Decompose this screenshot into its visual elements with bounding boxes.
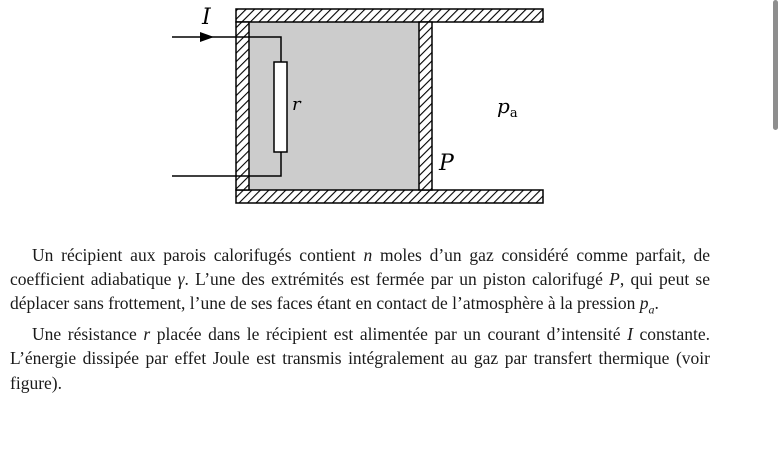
text-run: parfait, de coefficient adiabatique <box>10 245 710 290</box>
math-symbol: I <box>627 324 633 345</box>
scrollbar-thumb[interactable] <box>773 0 778 130</box>
piston <box>419 22 432 190</box>
text-run: calorifugé <box>531 269 610 290</box>
text-run: placée dans le récipient est alimentée par un courant d’intensité <box>150 324 621 345</box>
text-run: Une résistance <box>32 324 144 345</box>
text-run: moles d’un gaz considéré comme <box>372 245 628 265</box>
top-wall <box>236 9 543 22</box>
problem-statement <box>10 243 710 395</box>
text-run: . <box>654 293 659 314</box>
text-run: Un récipient aux parois calorifugés contient <box>32 245 364 265</box>
math-symbol: n <box>363 245 373 265</box>
math-subscript: a <box>648 302 655 317</box>
bottom-wall <box>236 190 543 203</box>
label-current: I <box>202 5 211 30</box>
paragraph-1 <box>10 243 710 322</box>
text-run: contact de l’atmosphère à la pression <box>376 293 640 314</box>
text-run: . L’une des extrémités est fermée par un piston <box>184 269 526 290</box>
label-resistor: r <box>292 94 301 115</box>
resistor <box>274 62 287 152</box>
label-pressure: $p_a$ <box>497 94 518 121</box>
text-run: constante. L’énergie dissipée par effet Joule est transmis intégralement au gaz <box>10 324 710 369</box>
text-run: par transfert thermique (voir figure). <box>10 348 710 393</box>
text-run: , qui peut se déplacer sans frottement, l’une de ses faces étant en <box>10 269 710 314</box>
math-symbol: P <box>609 269 620 290</box>
label-piston: P <box>439 151 454 176</box>
left-wall <box>236 22 249 190</box>
current-arrow-icon <box>200 32 214 42</box>
math-symbol: γ <box>177 269 185 290</box>
paragraph-2 <box>10 322 710 395</box>
math-symbol: r <box>143 324 151 345</box>
math-symbol: p <box>639 293 649 314</box>
